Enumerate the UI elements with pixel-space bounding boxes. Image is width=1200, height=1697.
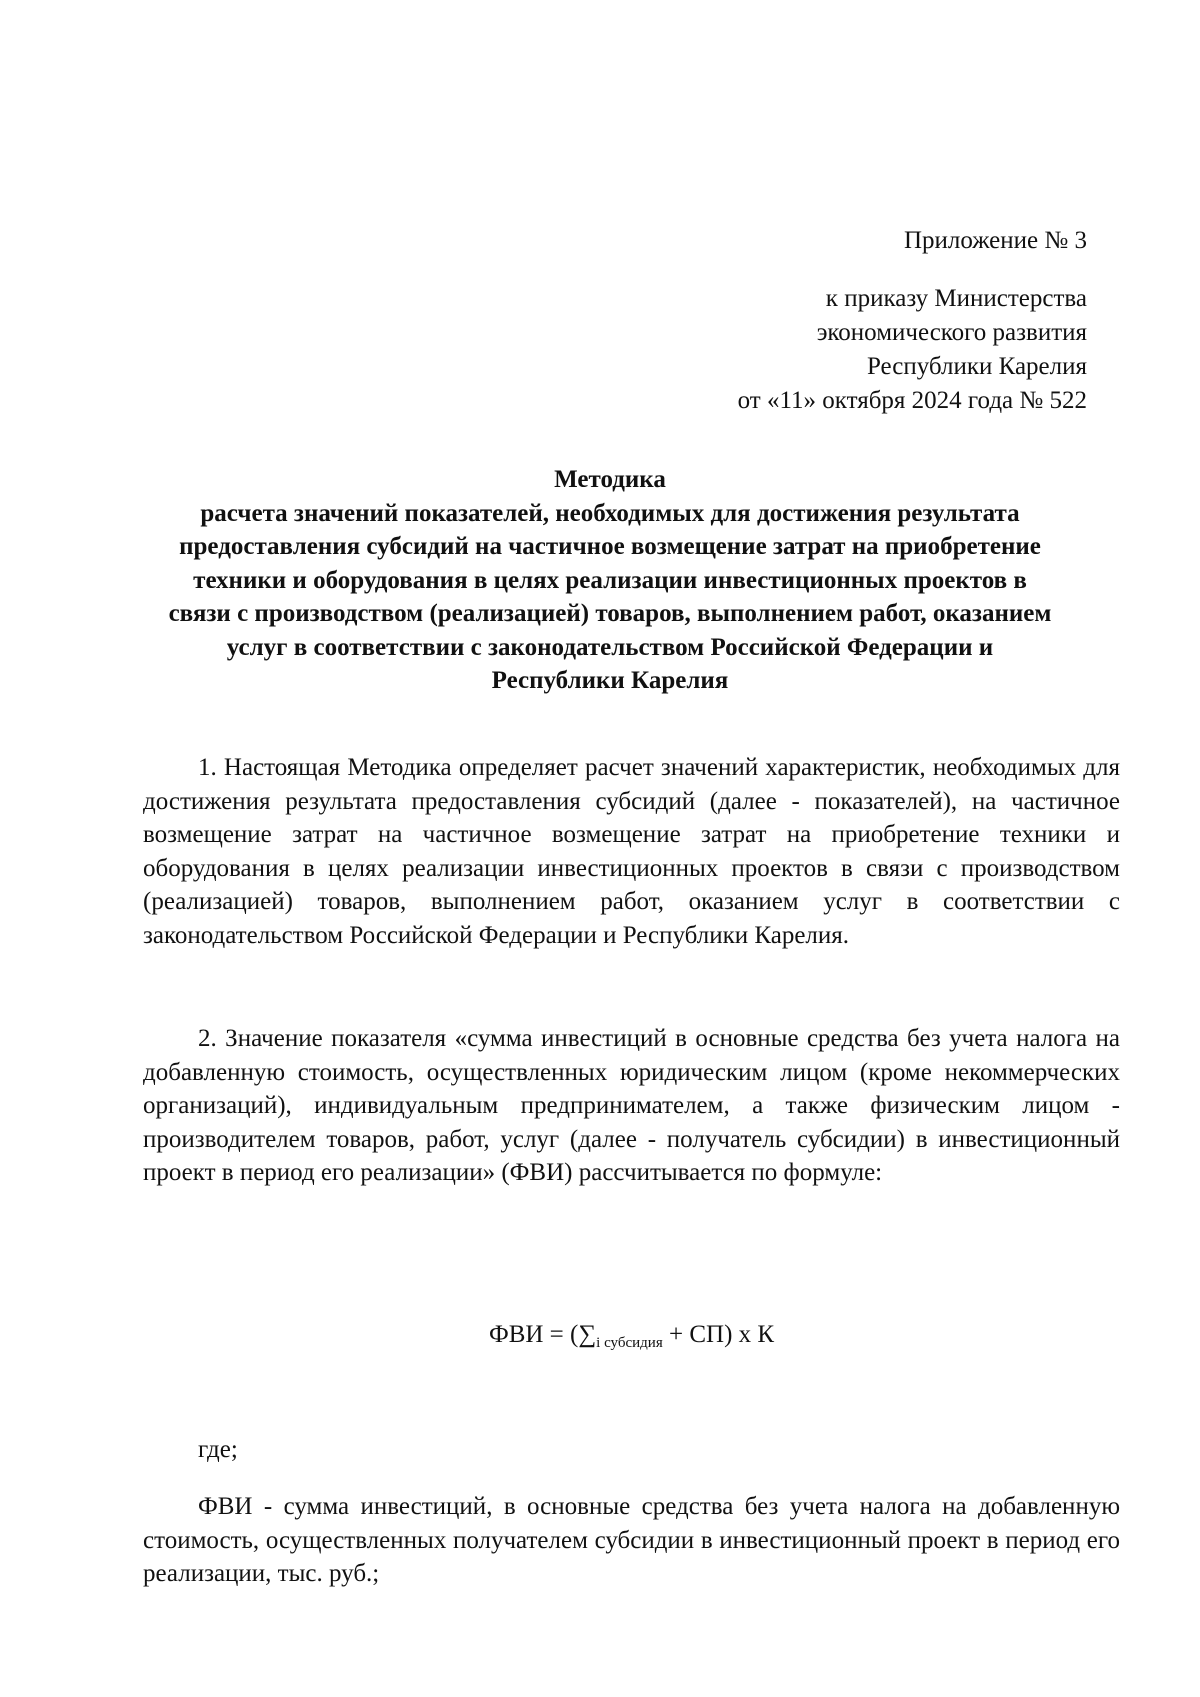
title-line-2: расчета значений показателей, необходимых для достижения результата <box>200 499 1020 527</box>
title-line-1: Методика <box>554 466 666 493</box>
title-line-7: Республики Карелия <box>491 667 729 694</box>
title-line-4: техники и оборудования в целях реализации инвестиционных проектов в <box>193 566 1027 594</box>
formula-subscript: i субсидия <box>596 1335 663 1351</box>
paragraph-3: ФВИ - сумма инвестиций, в основные средства без учета налога на добавленную стоимость, осуществленных получателем субсидии в инвестиционный проект в период его реализации, тыс. руб.; <box>143 1493 1120 1587</box>
title-line-5: связи с производством (реализацией) товаров, выполнением работ, оказанием <box>168 600 1052 627</box>
order-reference <box>738 282 1087 418</box>
order-ref-line-4: от «11» октября 2024 года № 522 <box>737 387 1087 414</box>
order-ref-line-1: к приказу Министерства <box>825 285 1087 312</box>
paragraph-2: 2. Значение показателя «сумма инвестиций в основные средства без учета налога на добавленную стоимость, осуществленных юридическим лицом (кроме некоммерческих организаций), индивидуальным предпринимателем, а также физическим лицом - производителем товаров, работ, услуг (далее - получатель субсидии) в инвестиционный проект в период его реализации» (ФВИ) рассчитывается по формуле: <box>143 1025 1120 1186</box>
order-ref-line-3: Республики Карелия <box>866 353 1087 380</box>
where-label: где; <box>198 1436 238 1463</box>
formula-lhs: ФВИ = ( <box>488 1321 579 1348</box>
order-ref-line-2: экономического развития <box>816 319 1087 346</box>
paragraph-1: 1. Настоящая Методика определяет расчет значений характеристик, необходимых для достижения результата предоставления субсидий (далее - показателей), на частичное возмещение затрат на частичное возмещение затрат на приобретение техники и оборудования в целях реализации инвестиционных проектов в связи с производством (реализацией) товаров, выполнением работ, оказанием услуг в соответствии с законодательством Российской Федерации и Республики Карелия. <box>143 754 1120 949</box>
document-title <box>140 463 1080 698</box>
sum-symbol: ∑ <box>578 1321 597 1348</box>
appendix-number: Приложение № 3 <box>903 227 1087 254</box>
title-line-3: предоставления субсидий на частичное возмещение затрат на приобретение <box>179 533 1041 560</box>
title-line-6: услуг в соответствии с законодательством Российской Федерации и <box>226 633 994 661</box>
formula-rhs: + СП) х К <box>662 1321 775 1348</box>
formula <box>0 1318 1200 1355</box>
